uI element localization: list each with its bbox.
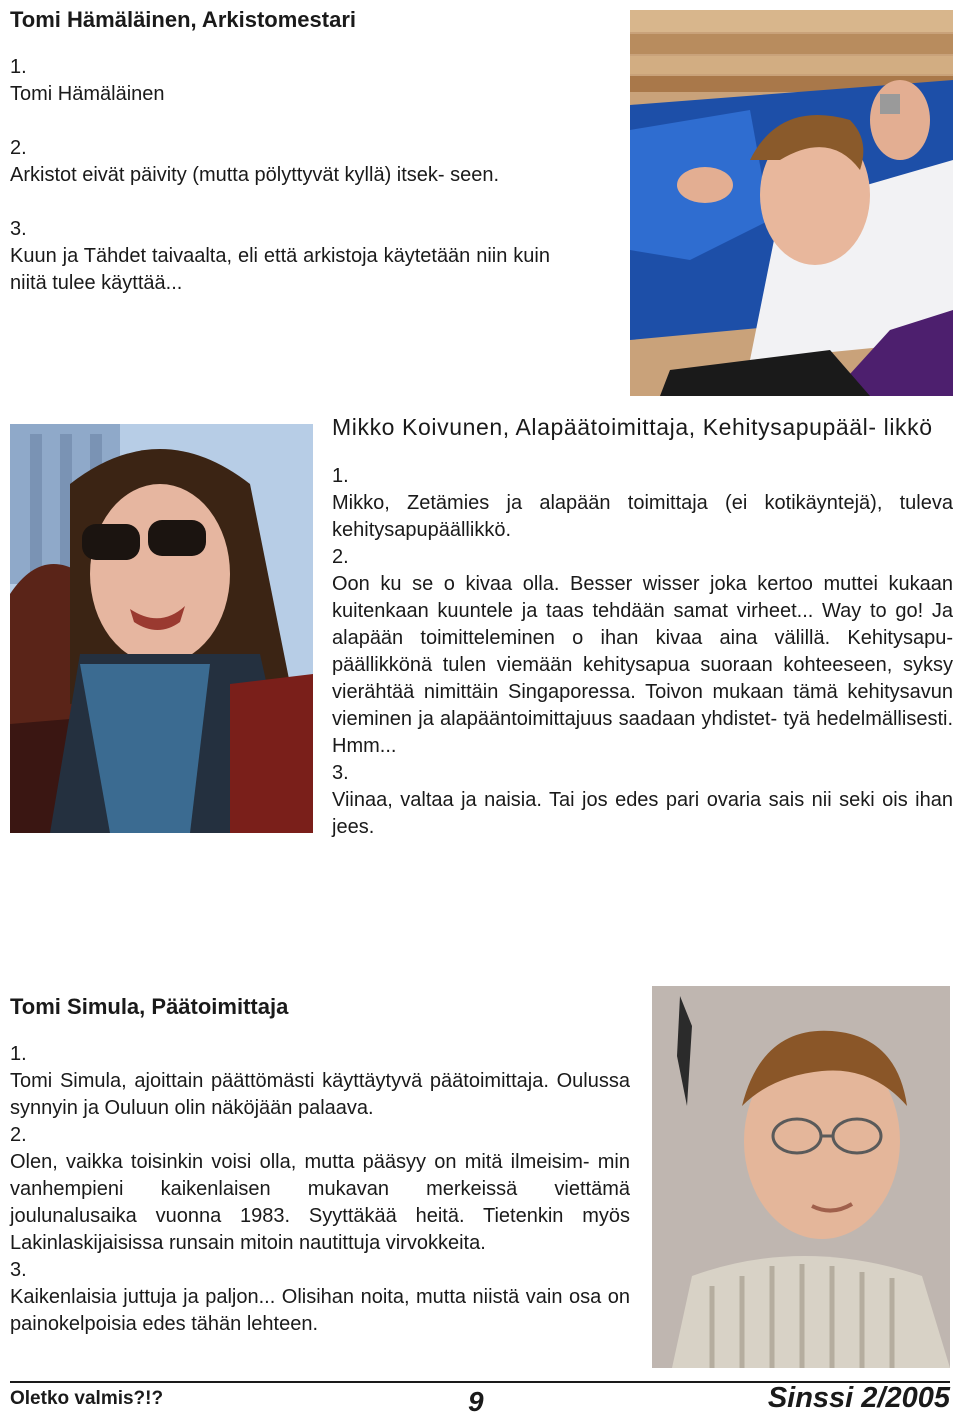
profile-tomi-hamalainen (10, 6, 550, 297)
profile-heading: Tomi Hämäläinen, Arkistomestari (10, 7, 356, 32)
profile-heading: Mikko Koivunen, Alapäätoimittaja, Kehitysapupääl- likkö (332, 414, 933, 440)
answer-text: Arkistot eivät päivity (mutta pölyttyvät kyllä) itsek- seen. (10, 164, 500, 186)
question-number: 1. (10, 56, 27, 78)
question-number: 3. (10, 1259, 27, 1281)
page-number: 9 (468, 1386, 484, 1417)
answer-text: Tomi Hämäläinen (10, 83, 165, 105)
question-number: 1. (332, 465, 349, 487)
question-number: 2. (10, 1124, 27, 1146)
issue-label: Sinssi 2/2005 (767, 1382, 950, 1414)
photo-tomi-simula (652, 986, 950, 1368)
answer-text: Viinaa, valtaa ja naisia. Tai jos edes pari ovaria sais nii seki ois ihan jees. (332, 789, 953, 838)
answer-text: Tomi Simula, ajoittain päättömästi käyttäytyvä päätoimittaja. Oulussa synnyin ja Ouluun olin näköjään palaava. (10, 1070, 630, 1119)
question-number: 1. (10, 1043, 27, 1065)
answer-text: Kaikenlaisia juttuja ja paljon... Olisihan noita, mutta niistä vain osa on painokelpoisia edes tähän lehteen. (10, 1286, 630, 1335)
photo-tomi-hamalainen (630, 10, 953, 396)
answer-text: Kuun ja Tähdet taivaalta, eli että arkistoja käytetään niin kuin niitä tulee käyttää... (10, 245, 550, 294)
question-number: 2. (10, 137, 27, 159)
profile-tomi-simula (10, 993, 630, 1338)
question-number: 2. (332, 546, 349, 568)
answer-text: Olen, vaikka toisinkin voisi olla, mutta pääsyy on mitä ilmeisim- min vanhempieni kaikenlaisen mukavan merkeissä viettämä joulunalusaika vuonna 1983. Syyttäkää heitä. Tietenkin myös Lakinlaskijaisissa runsain mitoin nautittuja virvokkeita. (10, 1151, 630, 1254)
profile-heading: Tomi Simula, Päätoimittaja (10, 994, 289, 1019)
photo-mikko-koivunen (10, 424, 313, 833)
answer-text: Mikko, Zetämies ja alapään toimittaja (ei kotikäyntejä), tuleva kehitysapupäällikkö. (332, 492, 953, 541)
question-number: 3. (332, 762, 349, 784)
question-number: 3. (10, 218, 27, 240)
profile-mikko-koivunen (332, 411, 953, 841)
answer-text: Oon ku se o kivaa olla. Besser wisser joka kertoo muttei kukaan kuitenkaan kuuntele ja taas tehdään samat virheet... Way to go! Ja alapään toimitteleminen o ihan kivaa aina välillä. Kehitysapu- päällikkönä tulen viemään kehitysapua suoraan kohteeseen, syksy vierähtää nimittäin Singaporessa. Toivon mukaan tämä kehitysavun vieminen ja alapääntoimittajuus saadaan yhdistet- tyä hedelmällisesti. Hmm... (332, 573, 953, 757)
footer-magazine-slogan: Oletko valmis?!? (10, 1388, 164, 1409)
